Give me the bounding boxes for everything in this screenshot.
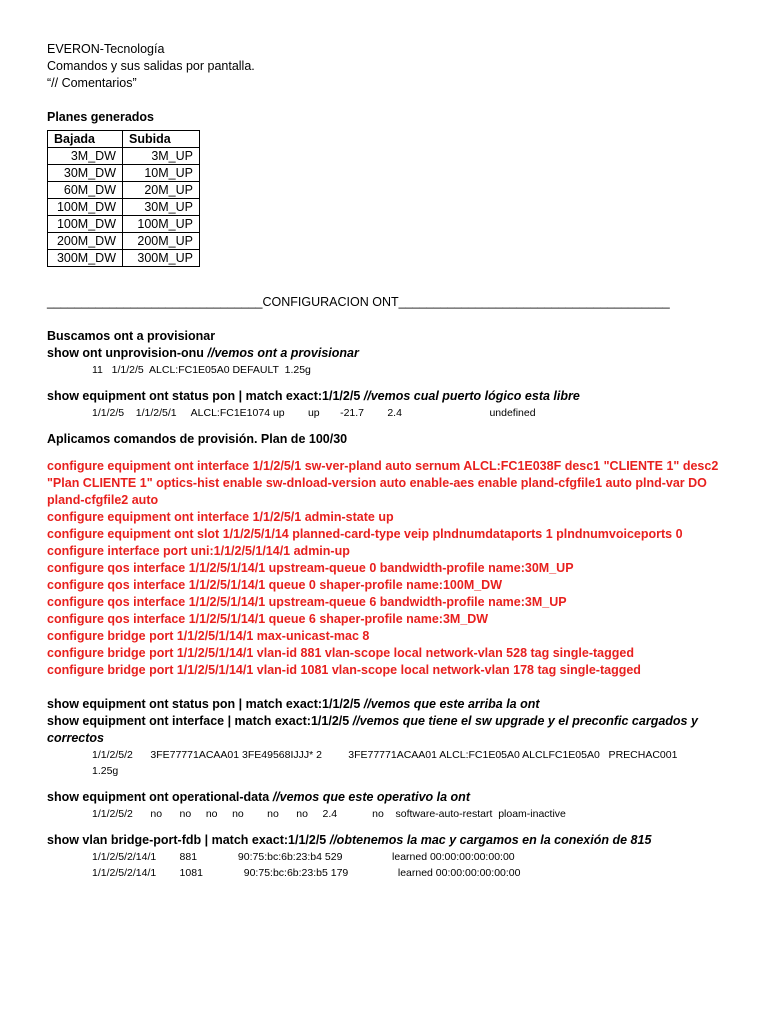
command-text: show equipment ont interface | match exact:1/1/2/5 (47, 714, 353, 728)
config-command: configure equipment ont slot 1/1/2/5/1/14 planned-card-type veip plndnumdataports 1 plndnumvoiceports 0 (47, 527, 683, 541)
doc-title: EVERON-Tecnología (47, 42, 165, 56)
command-line (47, 345, 738, 362)
table-cell: 100M_UP (123, 216, 200, 233)
table-cell: 3M_DW (48, 148, 123, 165)
command-comment: //vemos que este operativo la ont (272, 790, 470, 804)
table-row (48, 216, 200, 233)
config-command: configure qos interface 1/1/2/5/1/14/1 upstream-queue 6 bandwidth-profile name:3M_UP (47, 595, 567, 609)
command-line (47, 832, 738, 849)
table-cell: 20M_UP (123, 182, 200, 199)
table-cell: 200M_DW (48, 233, 123, 250)
plans-heading: Planes generados (47, 110, 154, 124)
plans-table (47, 130, 200, 267)
table-cell: 200M_UP (123, 233, 200, 250)
command-output: 1/1/2/5/2 no no no no no no 2.4 no software-auto-restart ploam-inactive (92, 808, 566, 820)
plans-header-row (48, 131, 200, 148)
config-command: configure equipment ont interface 1/1/2/5/1 admin-state up (47, 510, 394, 524)
config-command: configure qos interface 1/1/2/5/1/14/1 queue 6 shaper-profile name:3M_DW (47, 612, 489, 626)
command-output: 1/1/2/5/2/14/1 1081 90:75:bc:6b:23:b5 179 learned 00:00:00:00:00:00 (92, 867, 521, 879)
config-command: configure equipment ont interface 1/1/2/5/1 sw-ver-pland auto sernum ALCL:FC1E038F desc1 "CLIENTE 1" desc2 "Plan CLIENTE 1" optics-hist enable sw-dnload-version auto enable-aes enable pland-cfgfile1 auto plnd-var DO pland-cfgfile2 auto (47, 459, 719, 507)
provision-heading: Buscamos ont a provisionar (47, 329, 216, 343)
table-cell: 300M_UP (123, 250, 200, 267)
table-cell: 30M_DW (48, 165, 123, 182)
command-text: show vlan bridge-port-fdb | match exact:1/1/2/5 (47, 833, 330, 847)
command-output: 11 1/1/2/5 ALCL:FC1E05A0 DEFAULT 1.25g (92, 364, 311, 376)
provision-commands (47, 458, 738, 679)
command-output: 1/1/2/5 1/1/2/5/1 ALCL:FC1E1074 up up -21.7 2.4 undefined (92, 407, 536, 419)
command-comment: //vemos que este arriba la ont (363, 697, 540, 711)
table-cell: 30M_UP (123, 199, 200, 216)
table-row (48, 148, 200, 165)
table-cell: 60M_DW (48, 182, 123, 199)
command-comment: //obtenemos la mac y cargamos en la conexión de 815 (329, 833, 652, 847)
command-comment: //vemos ont a provisionar (207, 346, 359, 360)
table-cell: 300M_DW (48, 250, 123, 267)
config-command: configure qos interface 1/1/2/5/1/14/1 queue 0 shaper-profile name:100M_DW (47, 578, 503, 592)
table-row (48, 165, 200, 182)
table-cell: 100M_DW (48, 199, 123, 216)
config-command: configure bridge port 1/1/2/5/1/14/1 vlan-id 1081 vlan-scope local network-vlan 178 tag single-tagged (47, 663, 641, 677)
command-output: 1.25g (92, 765, 119, 777)
plans-col-header: Bajada (48, 131, 123, 148)
command-line (47, 713, 737, 747)
table-row (48, 250, 200, 267)
config-command: configure bridge port 1/1/2/5/1/14/1 max-unicast-mac 8 (47, 629, 370, 643)
command-output: 1/1/2/5/2/14/1 881 90:75:bc:6b:23:b4 529 learned 00:00:00:00:00:00 (92, 851, 515, 863)
table-cell: 10M_UP (123, 165, 200, 182)
config-command: configure bridge port 1/1/2/5/1/14/1 vlan-id 881 vlan-scope local network-vlan 528 tag single-tagged (47, 646, 634, 660)
table-row (48, 233, 200, 250)
table-cell: 100M_DW (48, 216, 123, 233)
command-comment: //vemos cual puerto lógico esta libre (363, 389, 580, 403)
config-command: configure interface port uni:1/1/2/5/1/14/1 admin-up (47, 544, 350, 558)
command-output: 1/1/2/5/2 3FE77771ACAA01 3FE49568IJJJ* 2 3FE77771ACAA01 ALCL:FC1E05A0 ALCLFC1E05A0 PRECHAC001 (92, 749, 678, 761)
command-text: show equipment ont status pon | match exact:1/1/2/5 (47, 389, 364, 403)
command-line (47, 789, 738, 806)
table-cell: 3M_UP (123, 148, 200, 165)
config-command: configure qos interface 1/1/2/5/1/14/1 upstream-queue 0 bandwidth-profile name:30M_UP (47, 561, 574, 575)
doc-subtitle: Comandos y sus salidas por pantalla. (47, 59, 255, 73)
plans-col-header: Subida (123, 131, 200, 148)
command-line (47, 696, 738, 713)
table-row (48, 199, 200, 216)
command-line (47, 388, 738, 405)
command-comment: //vemos que tiene el sw upgrade y el preconfic cargados y correctos (47, 714, 698, 745)
section-separator: _______________________________CONFIGURACION ONT_______________________________________ (47, 295, 670, 309)
command-text: show equipment ont operational-data (47, 790, 273, 804)
command-text: show ont unprovision-onu (47, 346, 208, 360)
command-text: show equipment ont status pon | match exact:1/1/2/5 (47, 697, 364, 711)
apply-heading: Aplicamos comandos de provisión. Plan de 100/30 (47, 432, 348, 446)
doc-comments-note: “// Comentarios” (47, 76, 137, 90)
table-row (48, 182, 200, 199)
